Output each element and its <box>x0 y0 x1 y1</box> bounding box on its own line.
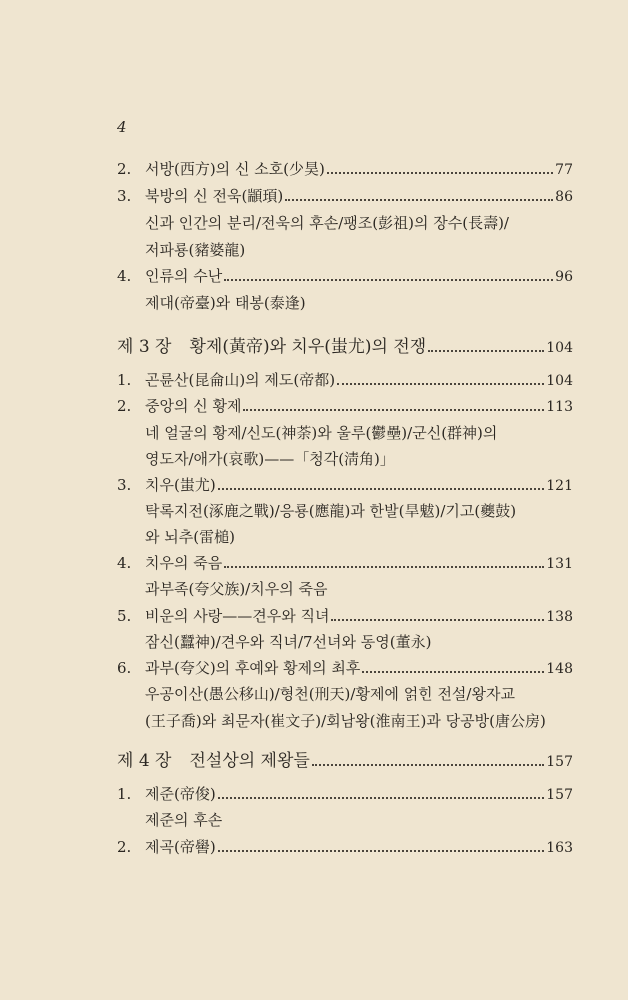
toc-subtopics: 탁록지전(涿鹿之戰)/응룡(應龍)과 한발(旱魃)/기고(夔鼓) <box>145 502 517 520</box>
entry-page: 148 <box>546 661 573 677</box>
entry-title: 중앙의 신 황제 <box>145 397 242 415</box>
entry-title: 제준(帝俊) <box>145 785 216 803</box>
chapter-title: 전설상의 제왕들 <box>189 751 310 771</box>
dot-leader <box>218 797 545 799</box>
toc-subtopics: 제대(帝臺)와 태봉(泰逢) <box>145 294 306 312</box>
entry-number: 3. <box>117 476 132 494</box>
dot-leader <box>312 764 544 766</box>
dot-leader <box>218 850 545 852</box>
entry-page: 104 <box>546 373 573 389</box>
entry-number: 4. <box>117 554 132 572</box>
entry-title: 치우의 죽음 <box>145 554 223 572</box>
entry-number: 2. <box>117 397 132 415</box>
toc-entry <box>117 395 573 416</box>
entry-number: 6. <box>117 659 132 677</box>
chapter-label: 제 3 장 <box>117 337 172 357</box>
chapter-page: 104 <box>546 340 573 356</box>
dot-leader <box>362 671 544 673</box>
toc-subtopics: (王子喬)와 최문자(崔文子)/회남왕(淮南王)과 당공방(唐公房) <box>145 712 546 730</box>
entry-title: 곤륜산(昆侖山)의 제도(帝都) <box>145 371 336 389</box>
entry-page: 138 <box>546 609 573 625</box>
entry-number: 1. <box>117 785 132 803</box>
entry-title: 과부(夸父)의 후예와 황제의 최후 <box>145 659 361 677</box>
toc-chapter <box>117 746 573 771</box>
entry-title: 치우(蚩尤) <box>145 476 216 494</box>
dot-leader <box>224 279 553 281</box>
toc-subtopics: 과부족(夸父族)/치우의 죽음 <box>145 580 328 598</box>
dot-leader <box>224 566 544 568</box>
entry-number: 1. <box>117 371 132 389</box>
dot-leader <box>285 199 553 201</box>
entry-title: 인류의 수난 <box>145 267 223 285</box>
toc-entry <box>117 185 573 206</box>
entry-page: 113 <box>546 399 573 415</box>
toc-subtopics: 제준의 후손 <box>145 811 223 829</box>
entry-number: 5. <box>117 607 132 625</box>
entry-number: 4. <box>117 267 132 285</box>
entry-number: 2. <box>117 838 132 856</box>
entry-title: 북방의 신 전욱(顓頊) <box>145 187 284 205</box>
toc-entry <box>117 369 573 390</box>
toc-subtopics: 와 뇌추(雷槌) <box>145 528 235 546</box>
entry-title: 제곡(帝嚳) <box>145 838 216 856</box>
toc-entry <box>117 836 573 857</box>
dot-leader <box>218 488 545 490</box>
entry-page: 86 <box>555 189 573 205</box>
entry-page: 163 <box>546 840 573 856</box>
toc-subtopics: 신과 인간의 분리/전욱의 후손/팽조(彭祖)의 장수(長壽)/ <box>145 214 509 232</box>
toc-entry <box>117 265 573 286</box>
toc-subtopics: 잠신(蠶神)/견우와 직녀/7선녀와 동영(董永) <box>145 633 432 651</box>
toc-chapter <box>117 332 573 357</box>
dot-leader <box>327 172 553 174</box>
toc-subtopics: 우공이산(愚公移山)/형천(刑天)/황제에 얽힌 전설/왕자교 <box>145 685 515 703</box>
dot-leader <box>428 350 544 352</box>
entry-title: 비운의 사랑——견우와 직녀 <box>145 607 330 625</box>
entry-page: 131 <box>546 556 573 572</box>
entry-number: 3. <box>117 187 132 205</box>
toc-entry <box>117 552 573 573</box>
page-number: 4 <box>117 118 127 136</box>
toc-entry <box>117 605 573 626</box>
chapter-label: 제 4 장 <box>117 751 172 771</box>
toc-entry <box>117 158 573 179</box>
toc-subtopics: 저파룡(豬婆龍) <box>145 241 246 259</box>
toc-entry <box>117 474 573 495</box>
dot-leader <box>331 619 544 621</box>
entry-page: 157 <box>546 787 573 803</box>
dot-leader <box>243 409 544 411</box>
entry-number: 2. <box>117 160 132 178</box>
toc-entry <box>117 657 573 678</box>
entry-page: 77 <box>555 162 573 178</box>
dot-leader <box>337 383 544 385</box>
toc-subtopics: 네 얼굴의 황제/신도(神荼)와 울루(鬱壘)/군신(群神)의 <box>145 424 498 442</box>
toc-subtopics: 영도자/애가(哀歌)——「청각(淸角)」 <box>145 450 395 468</box>
entry-page: 121 <box>546 478 573 494</box>
entry-title: 서방(西方)의 신 소호(少昊) <box>145 160 325 178</box>
entry-page: 96 <box>555 269 573 285</box>
toc-entry <box>117 783 573 804</box>
chapter-title: 황제(黃帝)와 치우(蚩尤)의 전쟁 <box>189 337 427 357</box>
chapter-page: 157 <box>546 754 573 770</box>
